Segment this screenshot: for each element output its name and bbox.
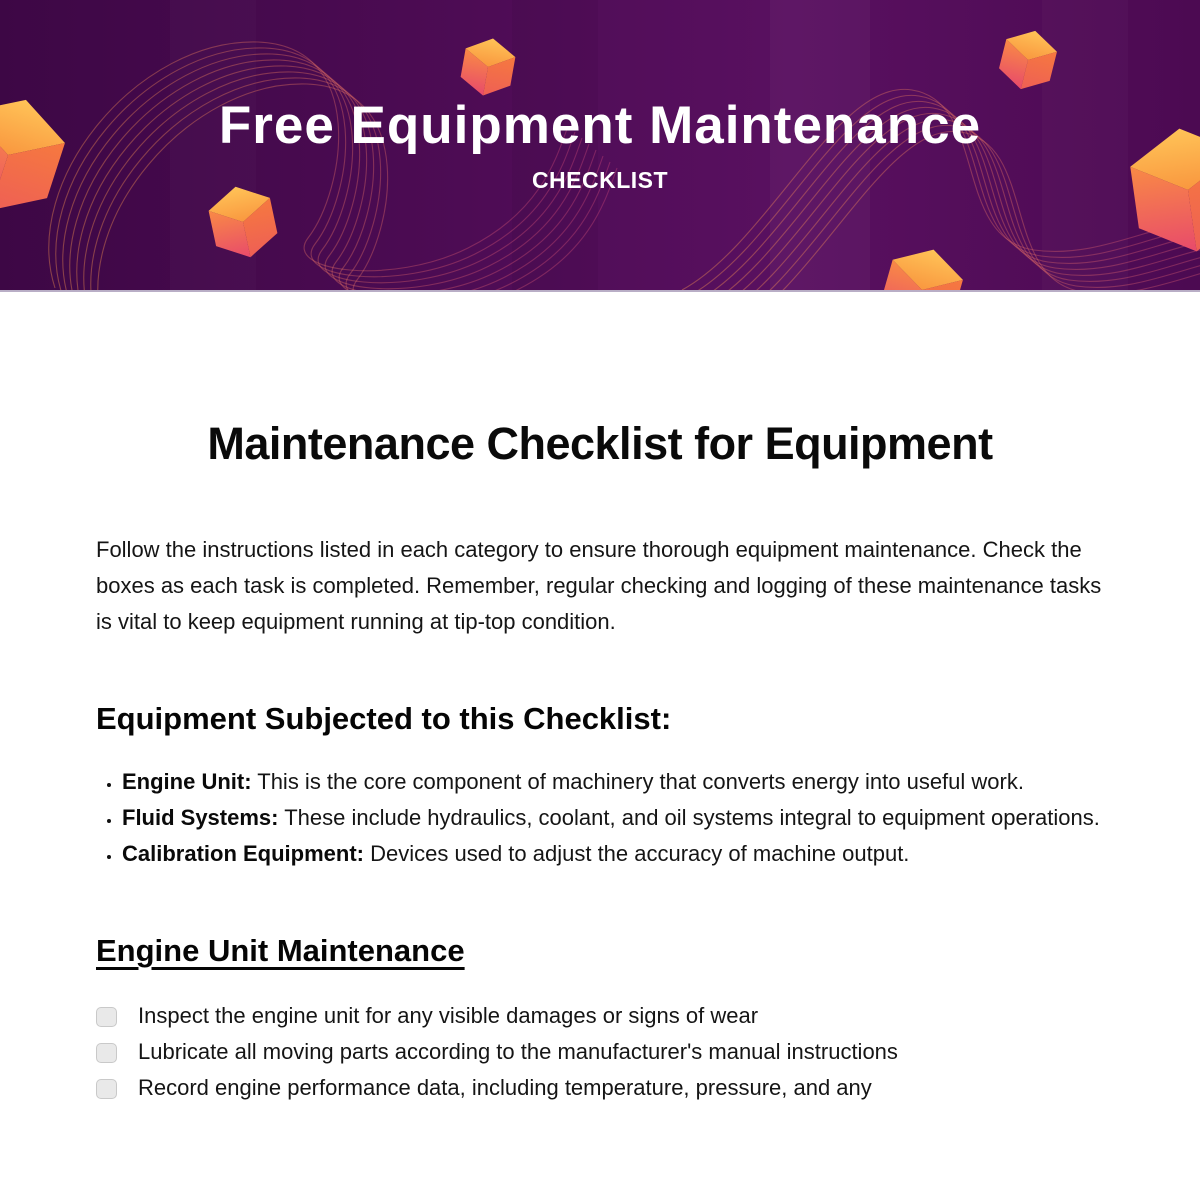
cube-top-center [458,34,518,100]
equipment-bullet-list [96,764,1104,872]
checklist-item-label: Lubricate all moving parts according to the manufacturer's manual instructions [138,1039,898,1064]
bullet-text: These include hydraulics, coolant, and oil systems integral to equipment operations. [278,805,1100,830]
bullet-text: This is the core component of machinery that converts energy into useful work. [251,769,1024,794]
checklist-row [96,1034,1104,1070]
banner-title: Free Equipment Maintenance [218,96,982,155]
bullet-label: Fluid Systems: [122,805,279,830]
cube-bottom-right [875,240,968,290]
engine-checklist [96,998,1104,1106]
checkbox[interactable] [96,1079,117,1099]
intro-paragraph: Follow the instructions listed in each category to ensure thorough equipment maintenance. Check the boxes as each task is completed. Remember, regular checking and logging of these maintenance tasks is vital to keep equipment running at tip-top condition. [96,537,1102,634]
page-title: Maintenance Checklist for Equipment [207,418,993,469]
bullet-label: Calibration Equipment: [122,841,364,866]
bullet-label: Engine Unit: [122,769,252,794]
checkbox[interactable] [96,1043,117,1063]
document-body [0,418,1200,1106]
bullet-item [122,836,1104,872]
banner [0,0,1200,292]
banner-subtitle: CHECKLIST [531,167,669,193]
checklist-row [96,1070,1104,1106]
checklist-item-label: Record engine performance data, including temperature, pressure, and any [138,1075,872,1100]
checkbox[interactable] [96,1007,117,1027]
checklist-item-label: Inspect the engine unit for any visible damages or signs of wear [138,1003,759,1028]
bullet-item [122,764,1104,800]
bullet-text: Devices used to adjust the accuracy of machine output. [364,841,910,866]
checklist-row [96,998,1104,1034]
equipment-section-heading: Equipment Subjected to this Checklist: [96,701,672,736]
bullet-item [122,800,1104,836]
engine-section-heading: Engine Unit Maintenance [96,933,465,968]
